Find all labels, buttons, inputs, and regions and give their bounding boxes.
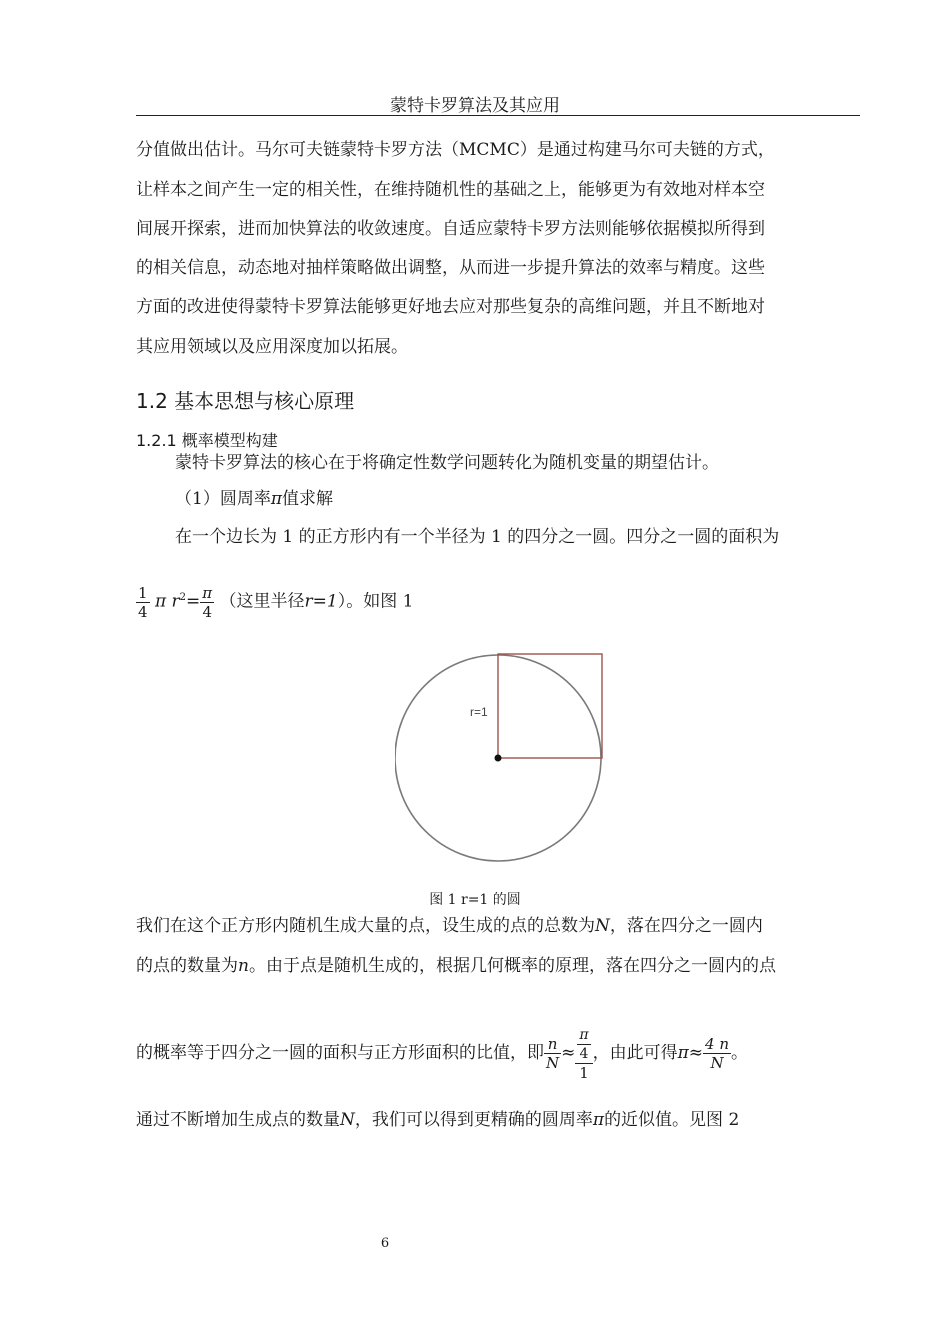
item-heading — [175, 488, 333, 510]
exponent: 2 — [179, 592, 187, 603]
radius-note-prefix: （这里半径 — [219, 591, 305, 612]
paragraph-line: 让样本之间产生一定的相关性，在维持随机性的基础之上，能够更为有效地对样本空 — [136, 180, 765, 200]
page-number: 6 — [380, 1236, 390, 1251]
header-rule — [136, 115, 860, 116]
approx-sign: ≈ — [561, 1043, 576, 1063]
fraction-n-over-N: $\frac{n}{N}$ — [546, 1035, 560, 1072]
intro-sentence: 蒙特卡罗算法的核心在于将确定性数学问题转化为随机变量的期望估计。 — [175, 453, 719, 473]
center-point — [495, 755, 502, 762]
paragraph-line: 的相关信息，动态地对抽样策略做出调整，从而进一步提升算法的效率与精度。这些 — [136, 258, 765, 278]
paragraph-line: 通过不断增加生成点的数量N，我们可以得到更精确的圆周率π的近似值。见图 2 — [136, 1110, 740, 1130]
figure-caption: 图 1 r=1 的圆 — [429, 892, 521, 908]
area-formula-line — [136, 578, 413, 622]
quarter-circle-figure — [395, 652, 605, 862]
item-prefix: （1）圆周率 — [175, 489, 271, 509]
pi-r: π r — [154, 591, 180, 612]
paragraph-line: 其应用领域以及应用深度加以拓展。 — [136, 337, 408, 357]
compound-fraction: $\frac{\frac{\pi}{4}}{1}$ — [575, 1026, 592, 1082]
pi-symbol: π — [270, 489, 283, 509]
equals-sign: = — [186, 591, 201, 612]
paragraph-line: 我们在这个正方形内随机生成大量的点，设生成的点的总数为N，落在四分之一圆内 — [136, 916, 763, 936]
item-suffix: 值求解 — [282, 489, 334, 509]
fraction-pi-over-4: $\frac{\pi}{4}$ — [202, 583, 213, 621]
radius-label: r=1 — [470, 705, 488, 719]
probability-formula-line: 的概率等于四分之一圆的面积与正方形面积的比值，即 $\frac{n}{N}$ ≈ $\frac{\frac{\pi}{4}}{1}$ ，由此可得π≈ $\frac{4 n}{N}$ 。 — [136, 1026, 748, 1082]
section-heading: 1.2 基本思想与核心原理 — [136, 389, 355, 413]
fraction-4n-over-N: $\frac{4 n}{N}$ — [705, 1035, 729, 1072]
paragraph-line: 间展开探索，进而加快算法的收敛速度。自适应蒙特卡罗方法则能够依据模拟所得到 — [136, 219, 765, 239]
paragraph-line: 分值做出估计。马尔可夫链蒙特卡罗方法（MCMC）是通过构建马尔可夫链的方式， — [136, 140, 775, 160]
subsection-heading: 1.2.1 概率模型构建 — [136, 431, 278, 450]
fraction-one-quarter: $\frac{1}{4}$ — [138, 583, 148, 621]
paragraph-line: 的点的数量为n。由于点是随机生成的，根据几何概率的原理，落在四分之一圆内的点 — [136, 956, 776, 976]
running-header: 蒙特卡罗算法及其应用 — [390, 96, 560, 116]
radius-note-suffix: ）。如图 1 — [337, 591, 414, 612]
square-sentence: 在一个边长为 1 的正方形内有一个半径为 1 的四分之一圆。四分之一圆的面积为 — [175, 527, 780, 547]
paragraph-line: 方面的改进使得蒙特卡罗算法能够更好地去应对那些复杂的高维问题，并且不断地对 — [136, 297, 765, 317]
radius-note-math: r=1 — [304, 591, 338, 612]
